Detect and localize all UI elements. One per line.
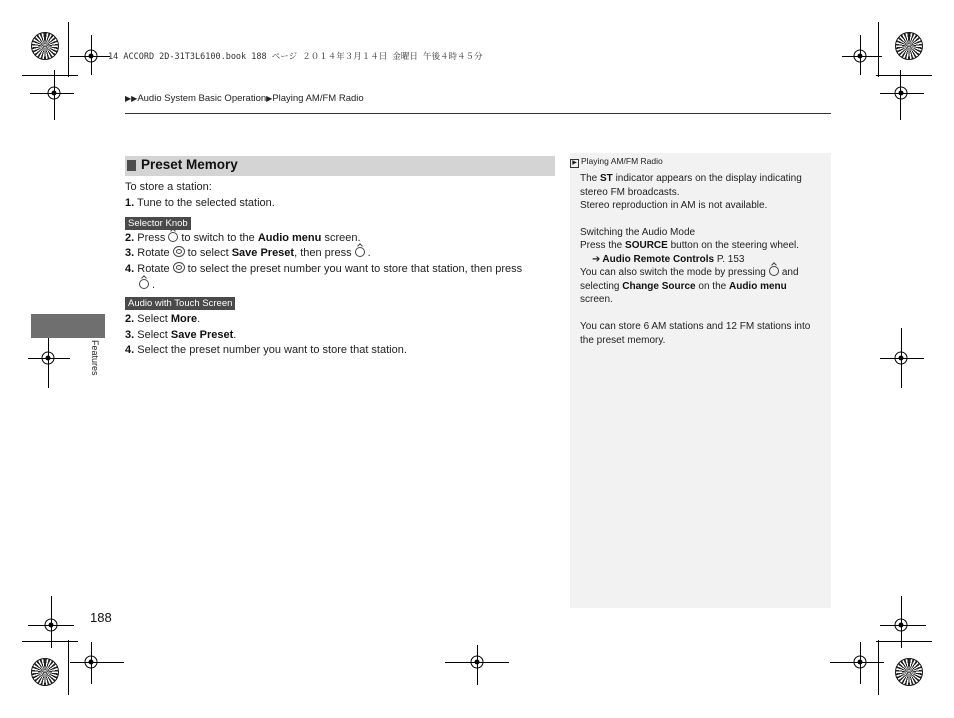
- touch-step-4: 4. Select the preset number you want to store that station.: [125, 344, 407, 356]
- notes-heading: ▶ Playing AM/FM Radio: [570, 156, 663, 168]
- knob-press-icon: [769, 266, 779, 276]
- selector-knob-label: Selector Knob: [125, 217, 191, 230]
- knob-press-icon: [168, 232, 178, 242]
- note-mode-line: Press the SOURCE button on the steering wheel.: [580, 240, 800, 251]
- registration-star-icon: [895, 32, 923, 60]
- knob-step-4: 4. Rotate to select the preset number you want to store that station, then press: [125, 263, 523, 275]
- touch-step-2: 2. Select More.: [125, 313, 201, 325]
- knob-press-icon: [355, 247, 365, 257]
- note-st-line: The ST indicator appears on the display indicating: [580, 173, 802, 184]
- note-store-line-1: You can store 6 AM stations and 12 FM stations into: [580, 321, 811, 332]
- knob-step-4-cont: .: [139, 278, 155, 294]
- note-also-line: You can also switch the mode by pressing and: [580, 267, 799, 278]
- page-number: 188: [90, 610, 112, 625]
- chapter-label: Features: [90, 340, 100, 376]
- chapter-tab[interactable]: [31, 314, 105, 338]
- registration-target-icon: [38, 348, 58, 368]
- breadcrumb-arrow-icon: ▶: [266, 94, 273, 103]
- registration-target-icon: [81, 652, 101, 672]
- breadcrumb-arrow-icon: ▶▶: [125, 94, 138, 103]
- breadcrumb: [125, 93, 364, 104]
- knob-rotate-icon: [173, 246, 185, 257]
- registration-target-icon: [891, 615, 911, 635]
- xref-arrow-icon: ➔: [592, 253, 601, 265]
- note-store-line-2: the preset memory.: [580, 334, 666, 346]
- section-square-icon: [127, 160, 136, 171]
- registration-target-icon: [891, 83, 911, 103]
- header-rule: [125, 113, 831, 114]
- notes-panel: [570, 153, 831, 608]
- intro-text: To store a station:: [125, 181, 212, 193]
- knob-press-icon: [139, 279, 149, 289]
- registration-target-icon: [850, 652, 870, 672]
- knob-rotate-icon: [173, 262, 185, 273]
- note-select-line: selecting Change Source on the Audio menu: [580, 280, 787, 292]
- note-mode-title: Switching the Audio Mode: [580, 227, 696, 238]
- registration-star-icon: [895, 658, 923, 686]
- section-title: Preset Memory: [141, 157, 238, 172]
- book-info-line: 14 ACCORD 2D-31T3L6100.book 188 ページ ２０１４年３月１４日 金曜日 午後４時４５分: [108, 52, 483, 62]
- knob-step-2: 2. Press to switch to the Audio menu screen.: [125, 232, 361, 244]
- registration-target-icon: [41, 615, 61, 635]
- step-1: 1. Tune to the selected station.: [125, 197, 275, 209]
- registration-target-icon: [850, 46, 870, 66]
- touch-step-3: 3. Select Save Preset.: [125, 329, 237, 341]
- registration-target-icon: [81, 46, 101, 66]
- knob-step-3: 3. Rotate to select Save Preset, then press .: [125, 247, 371, 259]
- registration-target-icon: [44, 83, 64, 103]
- registration-star-icon: [31, 658, 59, 686]
- registration-target-icon: [891, 348, 911, 368]
- section-header: [125, 156, 555, 176]
- touch-screen-label: Audio with Touch Screen: [125, 297, 235, 310]
- note-screen-line: screen.: [580, 294, 613, 305]
- registration-target-icon: [467, 652, 487, 672]
- note-st-line-2: stereo FM broadcasts.: [580, 186, 680, 198]
- registration-star-icon: [31, 32, 59, 60]
- breadcrumb-item-audio-basic[interactable]: Audio System Basic Operation: [137, 93, 267, 104]
- breadcrumb-item-am-fm[interactable]: Playing AM/FM Radio: [272, 93, 364, 104]
- note-marker-icon: ▶: [570, 159, 579, 168]
- note-xref[interactable]: ➔ Audio Remote Controls P. 153: [592, 253, 745, 265]
- note-am-line: Stereo reproduction in AM is not available.: [580, 200, 768, 211]
